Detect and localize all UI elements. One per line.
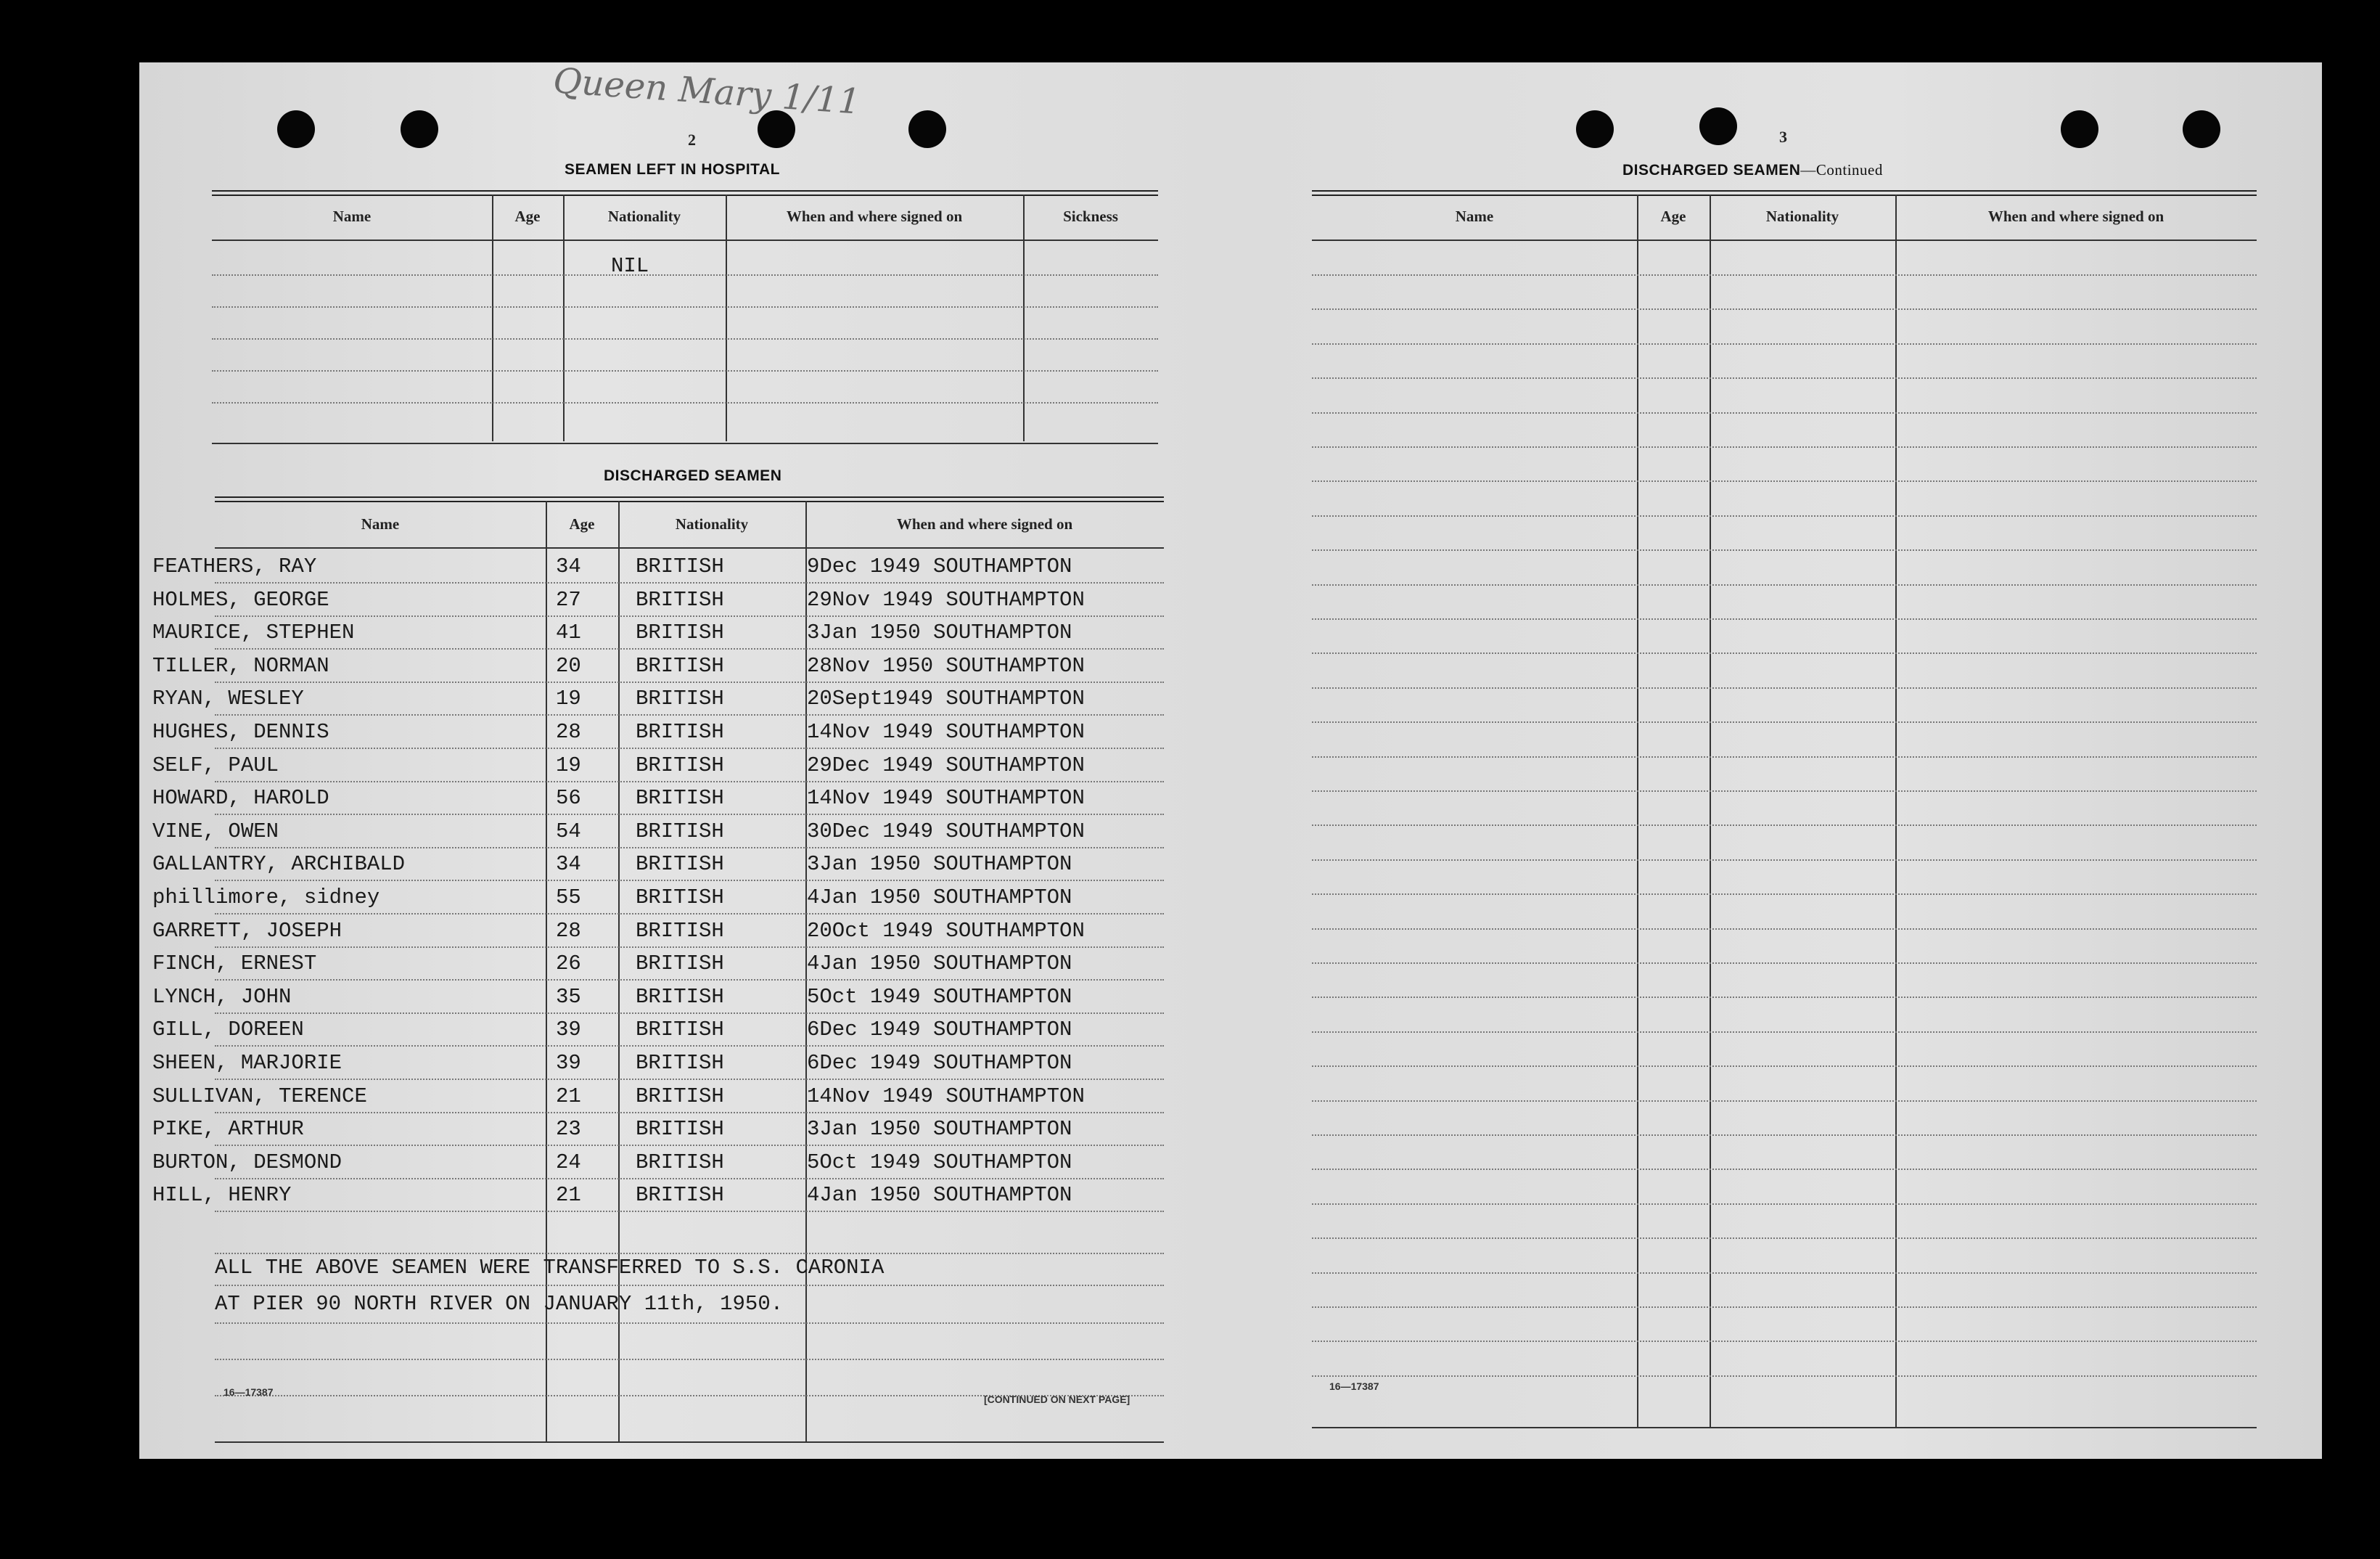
form-number-right: 16—17387: [1329, 1380, 1379, 1392]
hospital-top-rule: [212, 190, 1158, 196]
row-line: [1312, 343, 2257, 345]
column-divider: [1895, 195, 1897, 1428]
column-divider: [1637, 195, 1638, 1428]
right-col-nationality: Nationality: [1765, 208, 1839, 225]
punch-hole: [1699, 107, 1737, 145]
seaman-age: 23: [556, 1117, 581, 1141]
seaman-nationality: BRITISH: [636, 1051, 724, 1075]
seaman-name: LYNCH, JOHN: [152, 985, 292, 1009]
punch-hole: [277, 110, 315, 148]
handwritten-ship-note: Queen Mary 1/11: [551, 60, 862, 123]
row-line: [212, 370, 1158, 372]
row-line: [215, 847, 1164, 848]
continued-notice: [CONTINUED ON NEXT PAGE]: [984, 1394, 1130, 1405]
seaman-name: GALLANTRY, ARCHIBALD: [152, 852, 406, 876]
hospital-section-title: SEAMEN LEFT IN HOSPITAL: [565, 161, 780, 178]
right-header-rule: [1312, 240, 2257, 241]
row-line: [1312, 274, 2257, 276]
seaman-age: 26: [556, 952, 581, 975]
seaman-age: 27: [556, 588, 581, 612]
seaman-signed-on: 4Jan 1950 SOUTHAMPTON: [807, 885, 1072, 909]
row-line: [215, 582, 1164, 584]
seaman-nationality: BRITISH: [636, 555, 724, 578]
seaman-name: GARRETT, JOSEPH: [152, 919, 342, 943]
column-divider: [1023, 195, 1025, 441]
row-line: [215, 946, 1164, 948]
seaman-signed-on: 6Dec 1949 SOUTHAMPTON: [807, 1018, 1072, 1042]
row-line: [215, 913, 1164, 914]
seaman-age: 28: [556, 919, 581, 943]
row-line: [215, 1211, 1164, 1212]
punch-hole: [908, 110, 946, 148]
row-line: [215, 1359, 1164, 1360]
row-line: [1312, 893, 2257, 895]
seaman-age: 39: [556, 1051, 581, 1075]
right-col-name: Name: [1455, 208, 1494, 225]
seaman-name: TILLER, NORMAN: [152, 654, 329, 678]
row-line: [1312, 1237, 2257, 1239]
page-number-left: 2: [688, 131, 696, 149]
seaman-nationality: BRITISH: [636, 919, 724, 943]
row-line: [215, 1145, 1164, 1146]
punch-hole: [2061, 110, 2098, 148]
discharged-col-signed-on: When and where signed on: [896, 515, 1073, 533]
row-line: [215, 1112, 1164, 1113]
row-line: [1312, 618, 2257, 620]
seaman-signed-on: 4Jan 1950 SOUTHAMPTON: [807, 952, 1072, 975]
column-divider: [1710, 195, 1711, 1428]
punch-hole: [2183, 110, 2220, 148]
hospital-bottom-rule: [212, 443, 1158, 444]
seaman-age: 39: [556, 1018, 581, 1042]
page-number-right: 3: [1779, 128, 1787, 146]
seaman-age: 20: [556, 654, 581, 678]
seaman-nationality: BRITISH: [636, 852, 724, 876]
row-line: [215, 781, 1164, 782]
document-sheet: [139, 62, 2322, 1459]
row-line: [1312, 824, 2257, 826]
row-line: [1312, 652, 2257, 654]
row-line: [1312, 1169, 2257, 1170]
seaman-signed-on: 29Nov 1949 SOUTHAMPTON: [807, 588, 1085, 612]
right-bottom-rule: [1312, 1427, 2257, 1428]
seaman-signed-on: 30Dec 1949 SOUTHAMPTON: [807, 819, 1085, 843]
seaman-name: phillimore, sidney: [152, 885, 380, 909]
seaman-age: 55: [556, 885, 581, 909]
seaman-signed-on: 5Oct 1949 SOUTHAMPTON: [807, 985, 1072, 1009]
row-line: [215, 814, 1164, 815]
transfer-note-line-1: ALL THE ABOVE SEAMEN WERE TRANSFERRED TO S.S. CARONIA: [215, 1256, 885, 1280]
discharged-col-age: Age: [569, 515, 595, 533]
row-line: [1312, 1272, 2257, 1274]
row-line: [215, 1012, 1164, 1014]
seaman-age: 21: [556, 1183, 581, 1207]
seaman-nationality: BRITISH: [636, 1018, 724, 1042]
seaman-age: 24: [556, 1150, 581, 1174]
row-line: [1312, 1134, 2257, 1136]
seaman-name: BURTON, DESMOND: [152, 1150, 342, 1174]
row-line: [215, 979, 1164, 981]
seaman-name: VINE, OWEN: [152, 819, 279, 843]
seaman-nationality: BRITISH: [636, 621, 724, 645]
row-line: [215, 748, 1164, 749]
row-line: [215, 1178, 1164, 1179]
seaman-age: 19: [556, 687, 581, 711]
seaman-name: SHEEN, MARJORIE: [152, 1051, 342, 1075]
seaman-age: 34: [556, 852, 581, 876]
seaman-signed-on: 14Nov 1949 SOUTHAMPTON: [807, 720, 1085, 744]
seaman-name: GILL, DOREEN: [152, 1018, 304, 1042]
hospital-col-signed-on: When and where signed on: [786, 208, 963, 225]
column-divider: [726, 195, 727, 441]
row-line: [1312, 308, 2257, 310]
seaman-nationality: BRITISH: [636, 654, 724, 678]
row-line: [215, 880, 1164, 881]
seaman-nationality: BRITISH: [636, 588, 724, 612]
seaman-signed-on: 20Oct 1949 SOUTHAMPTON: [807, 919, 1085, 943]
seaman-name: HUGHES, DENNIS: [152, 720, 329, 744]
column-divider: [563, 195, 565, 441]
seaman-nationality: BRITISH: [636, 786, 724, 810]
row-line: [1312, 1031, 2257, 1033]
form-number-left: 16—17387: [223, 1386, 274, 1398]
seaman-age: 19: [556, 753, 581, 777]
column-divider: [492, 195, 493, 441]
row-line: [1312, 480, 2257, 482]
seaman-name: SULLIVAN, TERENCE: [152, 1084, 367, 1108]
row-line: [212, 338, 1158, 340]
continued-section-title: [1622, 161, 1883, 179]
row-line: [215, 615, 1164, 617]
discharged-header-rule: [215, 547, 1164, 549]
seaman-nationality: BRITISH: [636, 819, 724, 843]
right-top-rule: [1312, 190, 2257, 196]
row-line: [212, 306, 1158, 308]
seaman-signed-on: 20Sept1949 SOUTHAMPTON: [807, 687, 1085, 711]
seaman-nationality: BRITISH: [636, 985, 724, 1009]
row-line: [215, 1285, 1164, 1286]
seaman-name: HILL, HENRY: [152, 1183, 292, 1207]
continued-title-main: DISCHARGED SEAMEN: [1622, 162, 1801, 179]
row-line: [212, 274, 1158, 276]
seaman-age: 35: [556, 985, 581, 1009]
row-line: [1312, 756, 2257, 758]
seaman-signed-on: 28Nov 1950 SOUTHAMPTON: [807, 654, 1085, 678]
row-line: [1312, 584, 2257, 586]
row-line: [1312, 549, 2257, 551]
seaman-age: 41: [556, 621, 581, 645]
seaman-name: SELF, PAUL: [152, 753, 279, 777]
hospital-col-nationality: Nationality: [607, 208, 681, 225]
row-line: [212, 402, 1158, 404]
continued-title-suffix: —Continued: [1800, 161, 1883, 179]
seaman-name: HOWARD, HAROLD: [152, 786, 329, 810]
discharged-section-title: DISCHARGED SEAMEN: [604, 467, 782, 484]
hospital-col-age: Age: [514, 208, 541, 225]
seaman-name: PIKE, ARTHUR: [152, 1117, 304, 1141]
seaman-nationality: BRITISH: [636, 753, 724, 777]
seaman-nationality: BRITISH: [636, 687, 724, 711]
row-line: [215, 648, 1164, 650]
row-line: [215, 1253, 1164, 1254]
seaman-signed-on: 3Jan 1950 SOUTHAMPTON: [807, 621, 1072, 645]
seaman-signed-on: 3Jan 1950 SOUTHAMPTON: [807, 1117, 1072, 1141]
seaman-nationality: BRITISH: [636, 885, 724, 909]
row-line: [1312, 1306, 2257, 1308]
row-line: [215, 682, 1164, 683]
row-line: [1312, 1375, 2257, 1377]
row-line: [1312, 790, 2257, 792]
seaman-name: FINCH, ERNEST: [152, 952, 317, 975]
row-line: [1312, 928, 2257, 930]
right-col-age: Age: [1660, 208, 1686, 225]
row-line: [1312, 859, 2257, 861]
seaman-age: 28: [556, 720, 581, 744]
row-line: [215, 1079, 1164, 1080]
row-line: [1312, 962, 2257, 964]
seaman-nationality: BRITISH: [636, 952, 724, 975]
discharged-col-name: Name: [361, 515, 400, 533]
seaman-signed-on: 14Nov 1949 SOUTHAMPTON: [807, 786, 1085, 810]
right-col-signed-on: When and where signed on: [1987, 208, 2164, 225]
seaman-name: MAURICE, STEPHEN: [152, 621, 355, 645]
seaman-signed-on: 4Jan 1950 SOUTHAMPTON: [807, 1183, 1072, 1207]
row-line: [1312, 515, 2257, 517]
hospital-col-sickness: Sickness: [1063, 208, 1118, 225]
seaman-signed-on: 3Jan 1950 SOUTHAMPTON: [807, 852, 1072, 876]
seaman-name: RYAN, WESLEY: [152, 687, 304, 711]
hospital-header-rule: [212, 240, 1158, 241]
row-line: [1312, 1341, 2257, 1342]
transfer-note-line-2: AT PIER 90 NORTH RIVER ON JANUARY 11th, 1950.: [215, 1292, 784, 1316]
row-line: [1312, 687, 2257, 689]
seaman-signed-on: 5Oct 1949 SOUTHAMPTON: [807, 1150, 1072, 1174]
seaman-signed-on: 29Dec 1949 SOUTHAMPTON: [807, 753, 1085, 777]
row-line: [1312, 412, 2257, 414]
seaman-signed-on: 6Dec 1949 SOUTHAMPTON: [807, 1051, 1072, 1075]
row-line: [1312, 1203, 2257, 1205]
seaman-age: 56: [556, 786, 581, 810]
seaman-signed-on: 14Nov 1949 SOUTHAMPTON: [807, 1084, 1085, 1108]
seaman-age: 21: [556, 1084, 581, 1108]
row-line: [1312, 377, 2257, 379]
discharged-col-nationality: Nationality: [675, 515, 749, 533]
seaman-name: FEATHERS, RAY: [152, 555, 317, 578]
hospital-col-name: Name: [332, 208, 372, 225]
row-line: [1312, 721, 2257, 723]
row-line: [215, 1322, 1164, 1324]
seaman-age: 34: [556, 555, 581, 578]
row-line: [1312, 446, 2257, 448]
punch-hole: [1576, 110, 1614, 148]
hospital-nil-entry: NIL: [611, 254, 649, 278]
seaman-name: HOLMES, GEORGE: [152, 588, 329, 612]
seaman-nationality: BRITISH: [636, 1183, 724, 1207]
row-line: [215, 714, 1164, 716]
row-line: [1312, 1100, 2257, 1102]
seaman-signed-on: 9Dec 1949 SOUTHAMPTON: [807, 555, 1072, 578]
row-line: [215, 1045, 1164, 1047]
discharged-top-rule: [215, 496, 1164, 502]
punch-hole: [401, 110, 438, 148]
seaman-nationality: BRITISH: [636, 1150, 724, 1174]
seaman-nationality: BRITISH: [636, 720, 724, 744]
discharged-bottom-rule: [215, 1441, 1164, 1443]
seaman-age: 54: [556, 819, 581, 843]
seaman-nationality: BRITISH: [636, 1117, 724, 1141]
row-line: [1312, 1065, 2257, 1067]
seaman-nationality: BRITISH: [636, 1084, 724, 1108]
row-line: [1312, 997, 2257, 998]
